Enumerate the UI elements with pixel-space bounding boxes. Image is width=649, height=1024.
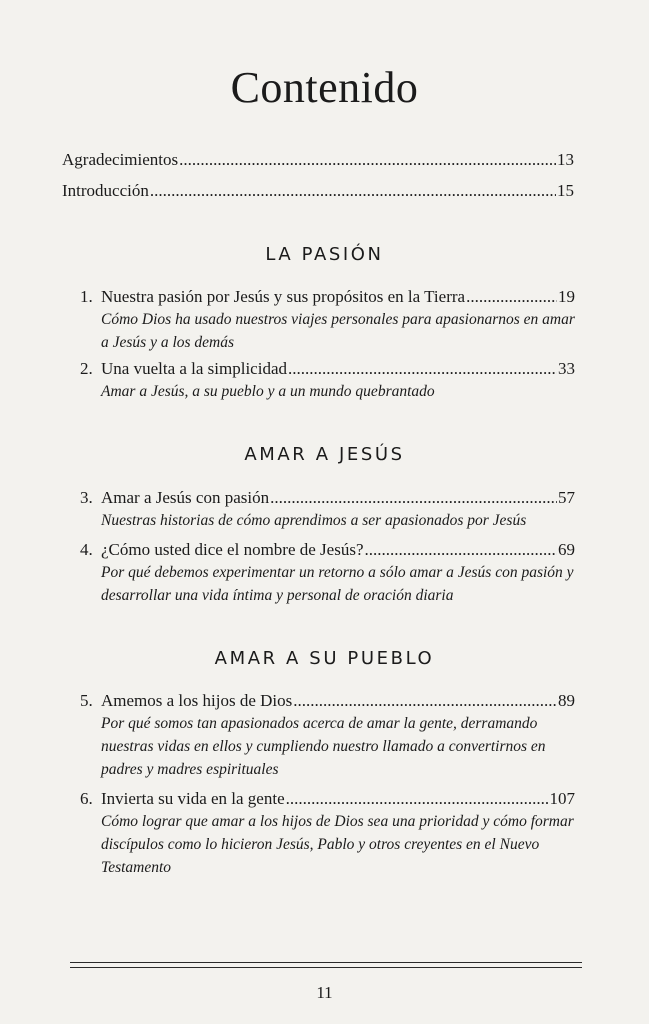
chapter-number: 3. xyxy=(80,488,93,507)
chapter-description: Cómo lograr que amar a los hijos de Dios sea una prioridad y cómo formar discípulos como lo hicieron Jesús, Pablo y otros creyentes en el Nuevo Testamento xyxy=(101,813,574,876)
chapter-page-number: 33 xyxy=(558,359,575,378)
dot-leader xyxy=(466,287,557,307)
entry-label: Introducción xyxy=(62,181,149,200)
chapter-page-number: 19 xyxy=(558,287,575,306)
chapter-number: 6. xyxy=(80,789,93,808)
section-heading-la-pasion: LA PASIÓN xyxy=(265,244,384,265)
chapter-5 xyxy=(80,691,575,781)
chapter-3 xyxy=(80,488,575,532)
entry-label: Agradecimientos xyxy=(62,150,179,169)
chapter-page-number: 57 xyxy=(558,488,575,507)
dot-leader xyxy=(150,181,556,201)
chapter-2 xyxy=(80,359,575,403)
chapter-title: ¿Cómo usted dice el nombre de Jesús? xyxy=(101,540,364,559)
chapter-4 xyxy=(80,540,575,607)
chapter-6 xyxy=(80,789,575,879)
chapter-title: Invierta su vida en la gente xyxy=(101,789,285,808)
toc-entry-agradecimientos xyxy=(62,150,574,170)
page-number: 11 xyxy=(316,983,333,1002)
chapter-number: 4. xyxy=(80,540,93,559)
dot-leader xyxy=(179,150,556,170)
chapter-title: Amemos a los hijos de Dios xyxy=(101,691,293,710)
entry-page-number: 15 xyxy=(557,181,574,200)
chapter-number: 2. xyxy=(80,359,93,378)
section-heading-amar-a-jesus: AMAR A JESÚS xyxy=(244,444,405,465)
chapter-page-number: 107 xyxy=(549,789,575,808)
entry-page-number: 13 xyxy=(557,150,574,169)
chapter-page-number: 89 xyxy=(558,691,575,710)
chapter-1 xyxy=(80,287,575,354)
chapter-title: Amar a Jesús con pasión xyxy=(101,488,270,507)
toc-entry-introduccion xyxy=(62,181,574,201)
chapter-description: Nuestras historias de cómo aprendimos a ser apasionados por Jesús xyxy=(101,512,527,529)
chapter-title: Nuestra pasión por Jesús y sus propósitos en la Tierra xyxy=(101,287,466,306)
dot-leader xyxy=(270,488,557,508)
dot-leader xyxy=(288,359,557,379)
chapter-description: Cómo Dios ha usado nuestros viajes personales para apasionarnos en amar a Jesús y a los demás xyxy=(101,311,575,351)
chapter-number: 1. xyxy=(80,287,93,306)
chapter-number: 5. xyxy=(80,691,93,710)
page-title: Contenido xyxy=(230,63,419,112)
dot-leader xyxy=(286,789,549,809)
footer-rule-top xyxy=(70,962,582,963)
footer-rule-bottom xyxy=(70,967,582,968)
chapter-description: Por qué somos tan apasionados acerca de amar la gente, derramando nuestras vidas en ellos y cumpliendo nuestro llamado a convertirnos en padres y madres espirituales xyxy=(101,715,546,778)
section-heading-amar-a-su-pueblo: AMAR A SU PUEBLO xyxy=(214,648,435,669)
dot-leader xyxy=(365,540,558,560)
chapter-description: Por qué debemos experimentar un retorno a sólo amar a Jesús con pasión y desarrollar una vida íntima y personal de oración diaria xyxy=(101,564,574,604)
chapter-title: Una vuelta a la simplicidad xyxy=(101,359,287,378)
dot-leader xyxy=(293,691,557,711)
chapter-page-number: 69 xyxy=(558,540,575,559)
chapter-description: Amar a Jesús, a su pueblo y a un mundo quebrantado xyxy=(101,383,435,400)
